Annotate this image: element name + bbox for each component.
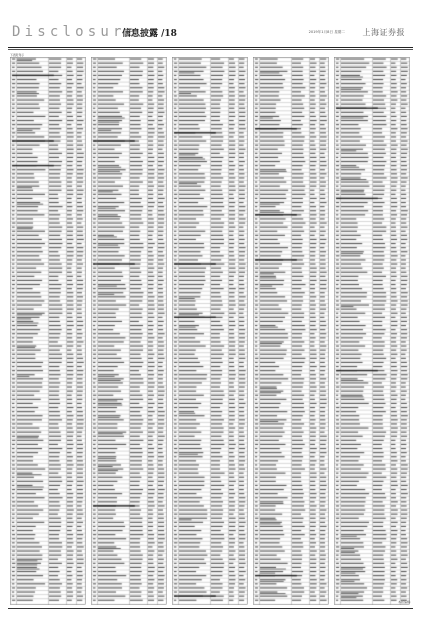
fund-table-2 — [91, 57, 167, 605]
fund-table-3 — [172, 57, 248, 605]
table-column-3 — [172, 53, 248, 606]
page-header — [8, 18, 413, 48]
table-column-5 — [334, 53, 410, 606]
fund-table-1 — [10, 57, 86, 605]
page-note: 本版编辑: — [397, 600, 411, 604]
table-column-2 — [91, 53, 167, 606]
footer-rule — [8, 608, 413, 609]
section-title: 信息披露 /18 — [122, 29, 177, 39]
header-rule-thin — [8, 49, 413, 50]
table-column-1 — [10, 53, 86, 606]
table-column-4 — [253, 53, 329, 606]
section-brand: Disclosure — [12, 24, 139, 40]
column-caption: 下表附列示 — [10, 53, 24, 57]
header-rule — [8, 47, 413, 48]
issue-date: 2019年1月8日 星期二 — [308, 30, 345, 34]
newspaper-name: 上海证券报 — [362, 28, 405, 37]
fund-table-5 — [334, 57, 410, 605]
fund-table-4 — [253, 57, 329, 605]
